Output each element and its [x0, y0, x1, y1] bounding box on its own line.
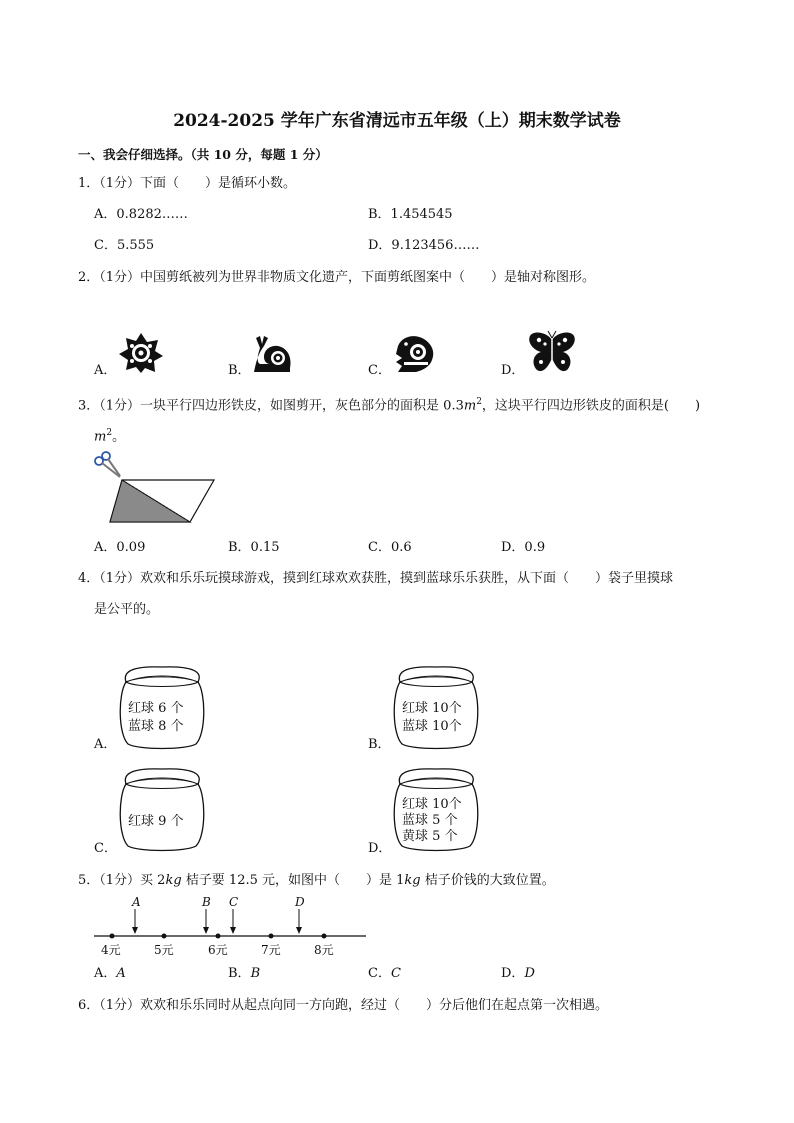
bag-a-line-2: 蓝球 8 个	[128, 719, 184, 734]
question-1-stem: 1．（1分）下面（ ）是循环小数。	[78, 176, 297, 191]
scissors-icon	[95, 452, 120, 477]
bag-d-line-2: 蓝球 5 个	[402, 813, 458, 828]
question-2-stem: 2．（1分）中国剪纸被列为世界非物质文化遗产，下面剪纸图案中（ ）是轴对称图形。	[78, 270, 596, 285]
question-4-stem-line1: 4．（1分）欢欢和乐乐玩摸球游戏，摸到红球欢欢获胜，摸到蓝球乐乐获胜，从下面（ ）袋子里摸球	[78, 571, 674, 586]
papercut-butterfly-icon	[527, 330, 577, 374]
bag-b-line-1: 红球 10个	[402, 701, 462, 716]
question-1-option-d[interactable]: D．9.123456……	[368, 238, 480, 253]
section-heading-1: 一、我会仔细选择。（共 10 分，每题 1 分）	[78, 147, 328, 162]
question-4-option-d[interactable]: D．	[368, 841, 392, 856]
question-4-stem-line2: 是公平的。	[94, 602, 160, 617]
bag-d-line-3: 黄球 5 个	[402, 829, 458, 844]
tick-point-8	[322, 934, 327, 939]
marker-label-d: D	[295, 895, 305, 909]
tick-label-7: 7元	[261, 943, 281, 957]
question-5-option-d[interactable]: D．D	[501, 966, 535, 981]
tick-point-7	[269, 934, 274, 939]
question-2-option-a[interactable]: A．	[94, 363, 117, 378]
marker-arrow-b	[203, 909, 209, 934]
marker-arrow-c	[230, 909, 236, 934]
question-4-option-a[interactable]: A．	[94, 737, 117, 752]
question-3-option-d[interactable]: D．0.9	[501, 540, 546, 555]
parallelogram-figure	[92, 450, 216, 526]
question-3-option-b[interactable]: B．0.15	[228, 540, 280, 555]
tick-label-6: 6元	[208, 943, 228, 957]
question-1-option-c[interactable]: C．5.555	[94, 238, 155, 253]
question-5-option-b[interactable]: B．B	[228, 966, 261, 981]
papercut-snail-icon	[250, 332, 294, 374]
question-3-stem-line2: $m^2$。	[94, 428, 126, 445]
question-2-option-d[interactable]: D．	[501, 363, 525, 378]
bag-a-line-1: 红球 6 个	[128, 701, 184, 716]
question-1-option-b[interactable]: B．1.454545	[368, 207, 453, 222]
marker-arrow-a	[132, 909, 138, 934]
marker-label-a: A	[132, 895, 141, 909]
question-1-option-a[interactable]: A．0.8282……	[94, 207, 188, 222]
papercut-snowflake-icon	[118, 332, 164, 374]
tick-point-5	[162, 934, 167, 939]
marker-arrow-d	[296, 909, 302, 934]
bag-b-line-2: 蓝球 10个	[402, 719, 462, 734]
bag-d-line-1: 红球 10个	[402, 797, 462, 812]
tick-label-8: 8元	[314, 943, 334, 957]
question-5-option-c[interactable]: C．C	[368, 966, 401, 981]
bag-c-line-1: 红球 9 个	[128, 814, 184, 829]
question-4-option-b[interactable]: B．	[368, 737, 391, 752]
marker-label-c: C	[229, 895, 239, 909]
page-title: 2024-2025 学年广东省清远市五年级（上）期末数学试卷	[173, 111, 621, 131]
bag-c-icon	[116, 766, 208, 852]
tick-label-4: 4元	[101, 943, 121, 957]
marker-label-b: B	[202, 895, 211, 909]
question-3-option-c[interactable]: C．0.6	[368, 540, 412, 555]
question-2-option-c[interactable]: C．	[368, 363, 391, 378]
tick-point-6	[216, 934, 221, 939]
tick-label-5: 5元	[154, 943, 174, 957]
question-6-stem: 6．（1分）欢欢和乐乐同时从起点向同一方向跑，经过（ ）分后他们在起点第一次相遇。	[78, 998, 609, 1013]
question-3-stem: 3．（1分）一块平行四边形铁皮，如图剪开，灰色部分的面积是 $0.3m^2$，这块平行四边形铁皮的面积是( )	[78, 397, 701, 414]
question-5-option-a[interactable]: A．A	[94, 966, 126, 981]
question-4-option-c[interactable]: C．	[94, 841, 117, 856]
question-2-option-b[interactable]: B．	[228, 363, 251, 378]
papercut-dragon-icon	[392, 332, 438, 374]
question-3-option-a[interactable]: A．0.09	[94, 540, 146, 555]
tick-point-4	[110, 934, 115, 939]
question-5-stem: 5．（1分）买 2kg 桔子要 12.5 元，如图中（ ）是 1kg 桔子价钱的大致位置。	[78, 873, 555, 888]
